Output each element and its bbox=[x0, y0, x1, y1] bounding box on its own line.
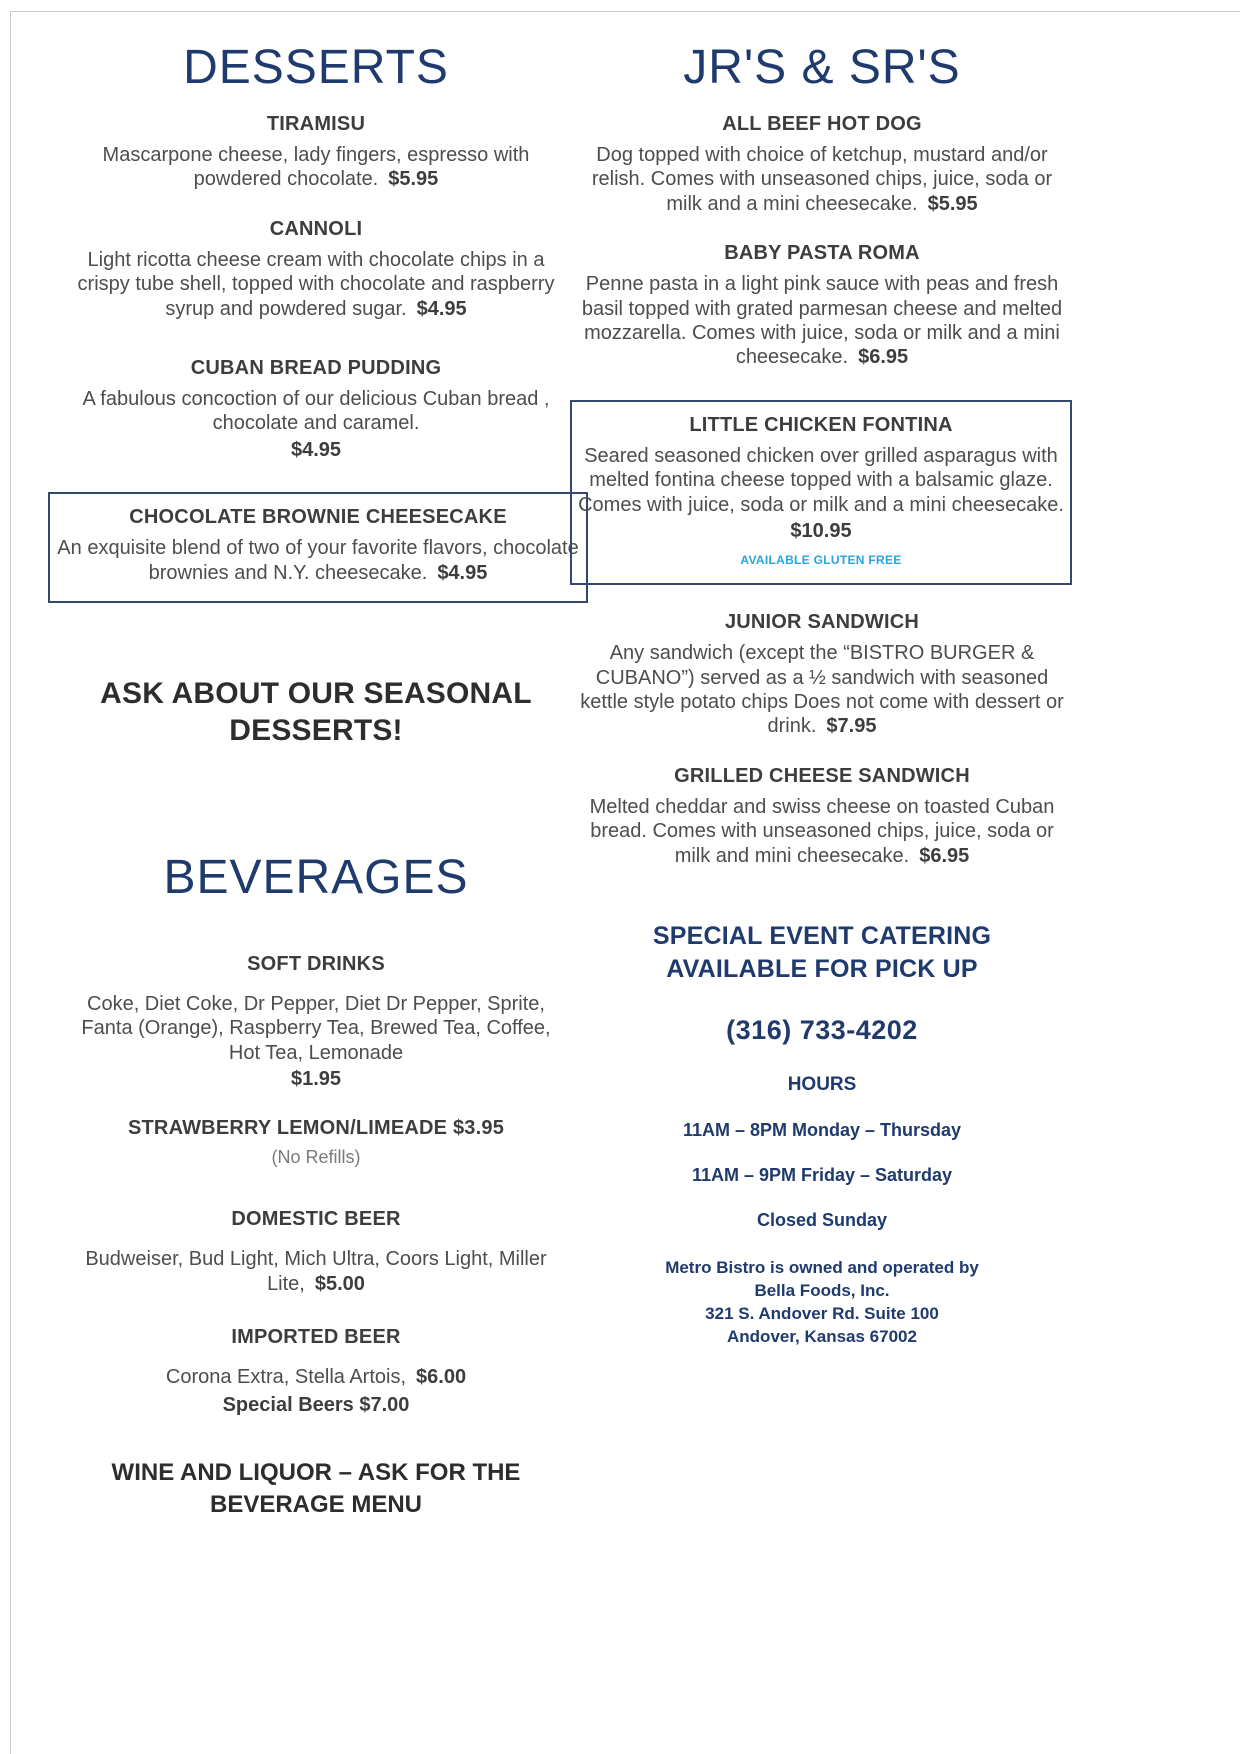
item-description bbox=[578, 444, 1064, 517]
item-price: $7.95 bbox=[826, 715, 877, 738]
menu-item-cannoli bbox=[66, 218, 566, 321]
item-description-text: Coke, Diet Coke, Dr Pepper, Diet Dr Pepper, Sprite, Fanta (Orange), Raspberry Tea, Brewed Tea, Coffee, Hot Tea, Lemonade bbox=[81, 992, 551, 1064]
item-name: CANNOLI bbox=[269, 217, 363, 240]
item-description bbox=[66, 1365, 566, 1389]
item-description bbox=[66, 387, 566, 436]
catering-heading bbox=[576, 920, 1068, 985]
no-refills-note: (No Refills) bbox=[271, 1147, 361, 1168]
menu-item-tiramisu bbox=[66, 113, 566, 192]
item-name: ALL BEEF HOT DOG bbox=[722, 113, 922, 135]
item-name: DOMESTIC BEER bbox=[231, 1208, 401, 1231]
left-column bbox=[57, 40, 579, 1521]
seasonal-desserts-note bbox=[66, 675, 566, 750]
item-price: $10.95 bbox=[790, 519, 852, 542]
item-name: LITTLE CHICKEN FONTINA bbox=[689, 413, 953, 436]
hours-line-fri-sat: 11AM – 9PM Friday – Saturday bbox=[691, 1165, 953, 1186]
menu-item-grilled-cheese-sandwich bbox=[576, 765, 1068, 868]
gluten-free-note: AVAILABLE GLUTEN FREE bbox=[740, 553, 902, 568]
item-price: $4.95 bbox=[437, 561, 488, 584]
catering-heading-line1: SPECIAL EVENT CATERING bbox=[652, 922, 992, 951]
item-price: $4.95 bbox=[290, 438, 342, 461]
footer-line1: Metro Bistro is owned and operated by bbox=[665, 1258, 979, 1278]
desserts-title: DESSERTS bbox=[183, 41, 449, 94]
address-footer bbox=[576, 1257, 1068, 1349]
right-column bbox=[576, 40, 1068, 1521]
menu-item-domestic-beer bbox=[66, 1208, 566, 1296]
item-name: GRILLED CHEESE SANDWICH bbox=[674, 764, 970, 787]
item-price: $5.95 bbox=[388, 168, 439, 191]
menu-item-strawberry-lemonade bbox=[66, 1117, 566, 1168]
seasonal-note-line2: DESSERTS! bbox=[229, 714, 403, 748]
item-price: $5.95 bbox=[927, 192, 978, 215]
item-description-text: A fabulous concoction of our delicious Cuban bread , chocolate and caramel. bbox=[82, 387, 550, 435]
item-description-text: Corona Extra, Stella Artois, bbox=[165, 1366, 407, 1389]
item-description bbox=[576, 272, 1068, 370]
item-description bbox=[576, 795, 1068, 868]
menu-item-junior-sandwich bbox=[576, 611, 1068, 739]
item-price-line bbox=[66, 438, 566, 462]
item-description bbox=[66, 248, 566, 321]
catering-heading-line2: AVAILABLE FOR PICK UP bbox=[666, 954, 978, 983]
hours-line-mon-thu: 11AM – 8PM Monday – Thursday bbox=[682, 1120, 962, 1141]
jrs-srs-title: JR'S & SR'S bbox=[683, 41, 961, 94]
wine-note-line2: BEVERAGE MENU bbox=[209, 1491, 423, 1519]
item-description-text: Melted cheddar and swiss cheese on toasted Cuban bread. Comes with unseasoned chips, juice, soda or milk and mini cheesecake. bbox=[589, 795, 1055, 867]
beverages-title: BEVERAGES bbox=[163, 850, 469, 904]
hours-label: HOURS bbox=[787, 1074, 857, 1096]
item-name: IMPORTED BEER bbox=[231, 1326, 401, 1349]
item-price: $5.00 bbox=[314, 1272, 365, 1295]
item-name: JUNIOR SANDWICH bbox=[724, 611, 920, 634]
item-description-text: Dog topped with choice of ketchup, mustard and/or relish. Comes with unseasoned chips, juice, soda or milk and a mini cheesecake. bbox=[591, 144, 1053, 215]
phone-number: (316) 733-4202 bbox=[726, 1015, 918, 1046]
item-description bbox=[56, 536, 580, 585]
boxed-item-little-chicken-fontina bbox=[570, 400, 1072, 586]
item-price-line bbox=[66, 1067, 566, 1091]
item-description-text: Any sandwich (except the “BISTRO BURGER & CUBANO”) served as a ½ sandwich with seasoned kettle style potato chips Does not come with dessert or drink. bbox=[580, 642, 1064, 738]
item-description bbox=[66, 1247, 566, 1296]
item-name: BABY PASTA ROMA bbox=[724, 242, 920, 265]
footer-line3: 321 S. Andover Rd. Suite 100 bbox=[705, 1303, 939, 1323]
boxed-item-chocolate-brownie-cheesecake bbox=[48, 492, 588, 603]
wine-liquor-note bbox=[66, 1457, 566, 1522]
menu-item-cuban-bread-pudding bbox=[66, 357, 566, 462]
footer-line4: Andover, Kansas 67002 bbox=[727, 1326, 917, 1346]
item-description bbox=[576, 143, 1068, 216]
item-price: $4.95 bbox=[416, 297, 467, 320]
item-description bbox=[576, 641, 1068, 739]
hours-line-sunday: Closed Sunday bbox=[756, 1210, 888, 1231]
item-description-text: An exquisite blend of two of your favorite flavors, chocolate brownies and N.Y. cheesecake. bbox=[57, 537, 579, 584]
item-description-text: Penne pasta in a light pink sauce with peas and fresh basil topped with grated parmesan cheese and melted mozzarella. Comes with juice, soda or milk and a mini cheesecake. bbox=[581, 273, 1063, 369]
special-beers-line: Special Beers $7.00 bbox=[222, 1393, 410, 1416]
item-description-text: Light ricotta cheese cream with chocolate chips in a crispy tube shell, topped with chocolate and raspberry syrup and powdered sugar. bbox=[77, 248, 555, 320]
catering-section bbox=[576, 920, 1068, 1349]
wine-note-line1: WINE AND LIQUOR – ASK FOR THE bbox=[111, 1458, 521, 1486]
menu-item-soft-drinks bbox=[66, 953, 566, 1092]
item-description-text: Mascarpone cheese, lady fingers, espresso with powdered chocolate. bbox=[102, 144, 530, 191]
footer-line2: Bella Foods, Inc. bbox=[754, 1280, 890, 1300]
item-description-text: Seared seasoned chicken over grilled asparagus with melted fontina cheese topped with a balsamic glaze. Comes with juice, soda or milk and a mini cheesecake. bbox=[578, 444, 1064, 516]
item-price: $6.95 bbox=[919, 844, 970, 867]
item-price-line bbox=[578, 519, 1064, 543]
menu-item-baby-pasta-roma bbox=[576, 242, 1068, 370]
item-price: $1.95 bbox=[290, 1068, 342, 1091]
item-name: STRAWBERRY LEMON/LIMEADE $3.95 bbox=[127, 1117, 505, 1140]
item-name: CHOCOLATE BROWNIE CHEESECAKE bbox=[129, 506, 507, 529]
menu-item-imported-beer bbox=[66, 1326, 566, 1416]
seasonal-note-line1: ASK ABOUT OUR SEASONAL bbox=[100, 676, 532, 710]
item-description bbox=[66, 143, 566, 192]
menu-item-all-beef-hot-dog bbox=[576, 113, 1068, 216]
item-price: $6.00 bbox=[416, 1366, 467, 1389]
item-description bbox=[66, 992, 566, 1065]
item-name: CUBAN BREAD PUDDING bbox=[190, 356, 442, 379]
item-name: SOFT DRINKS bbox=[247, 952, 385, 975]
item-description-text: Budweiser, Bud Light, Mich Ultra, Coors Light, Miller Lite, bbox=[85, 1248, 547, 1295]
item-price: $6.95 bbox=[858, 346, 909, 369]
item-name: TIRAMISU bbox=[266, 113, 366, 135]
